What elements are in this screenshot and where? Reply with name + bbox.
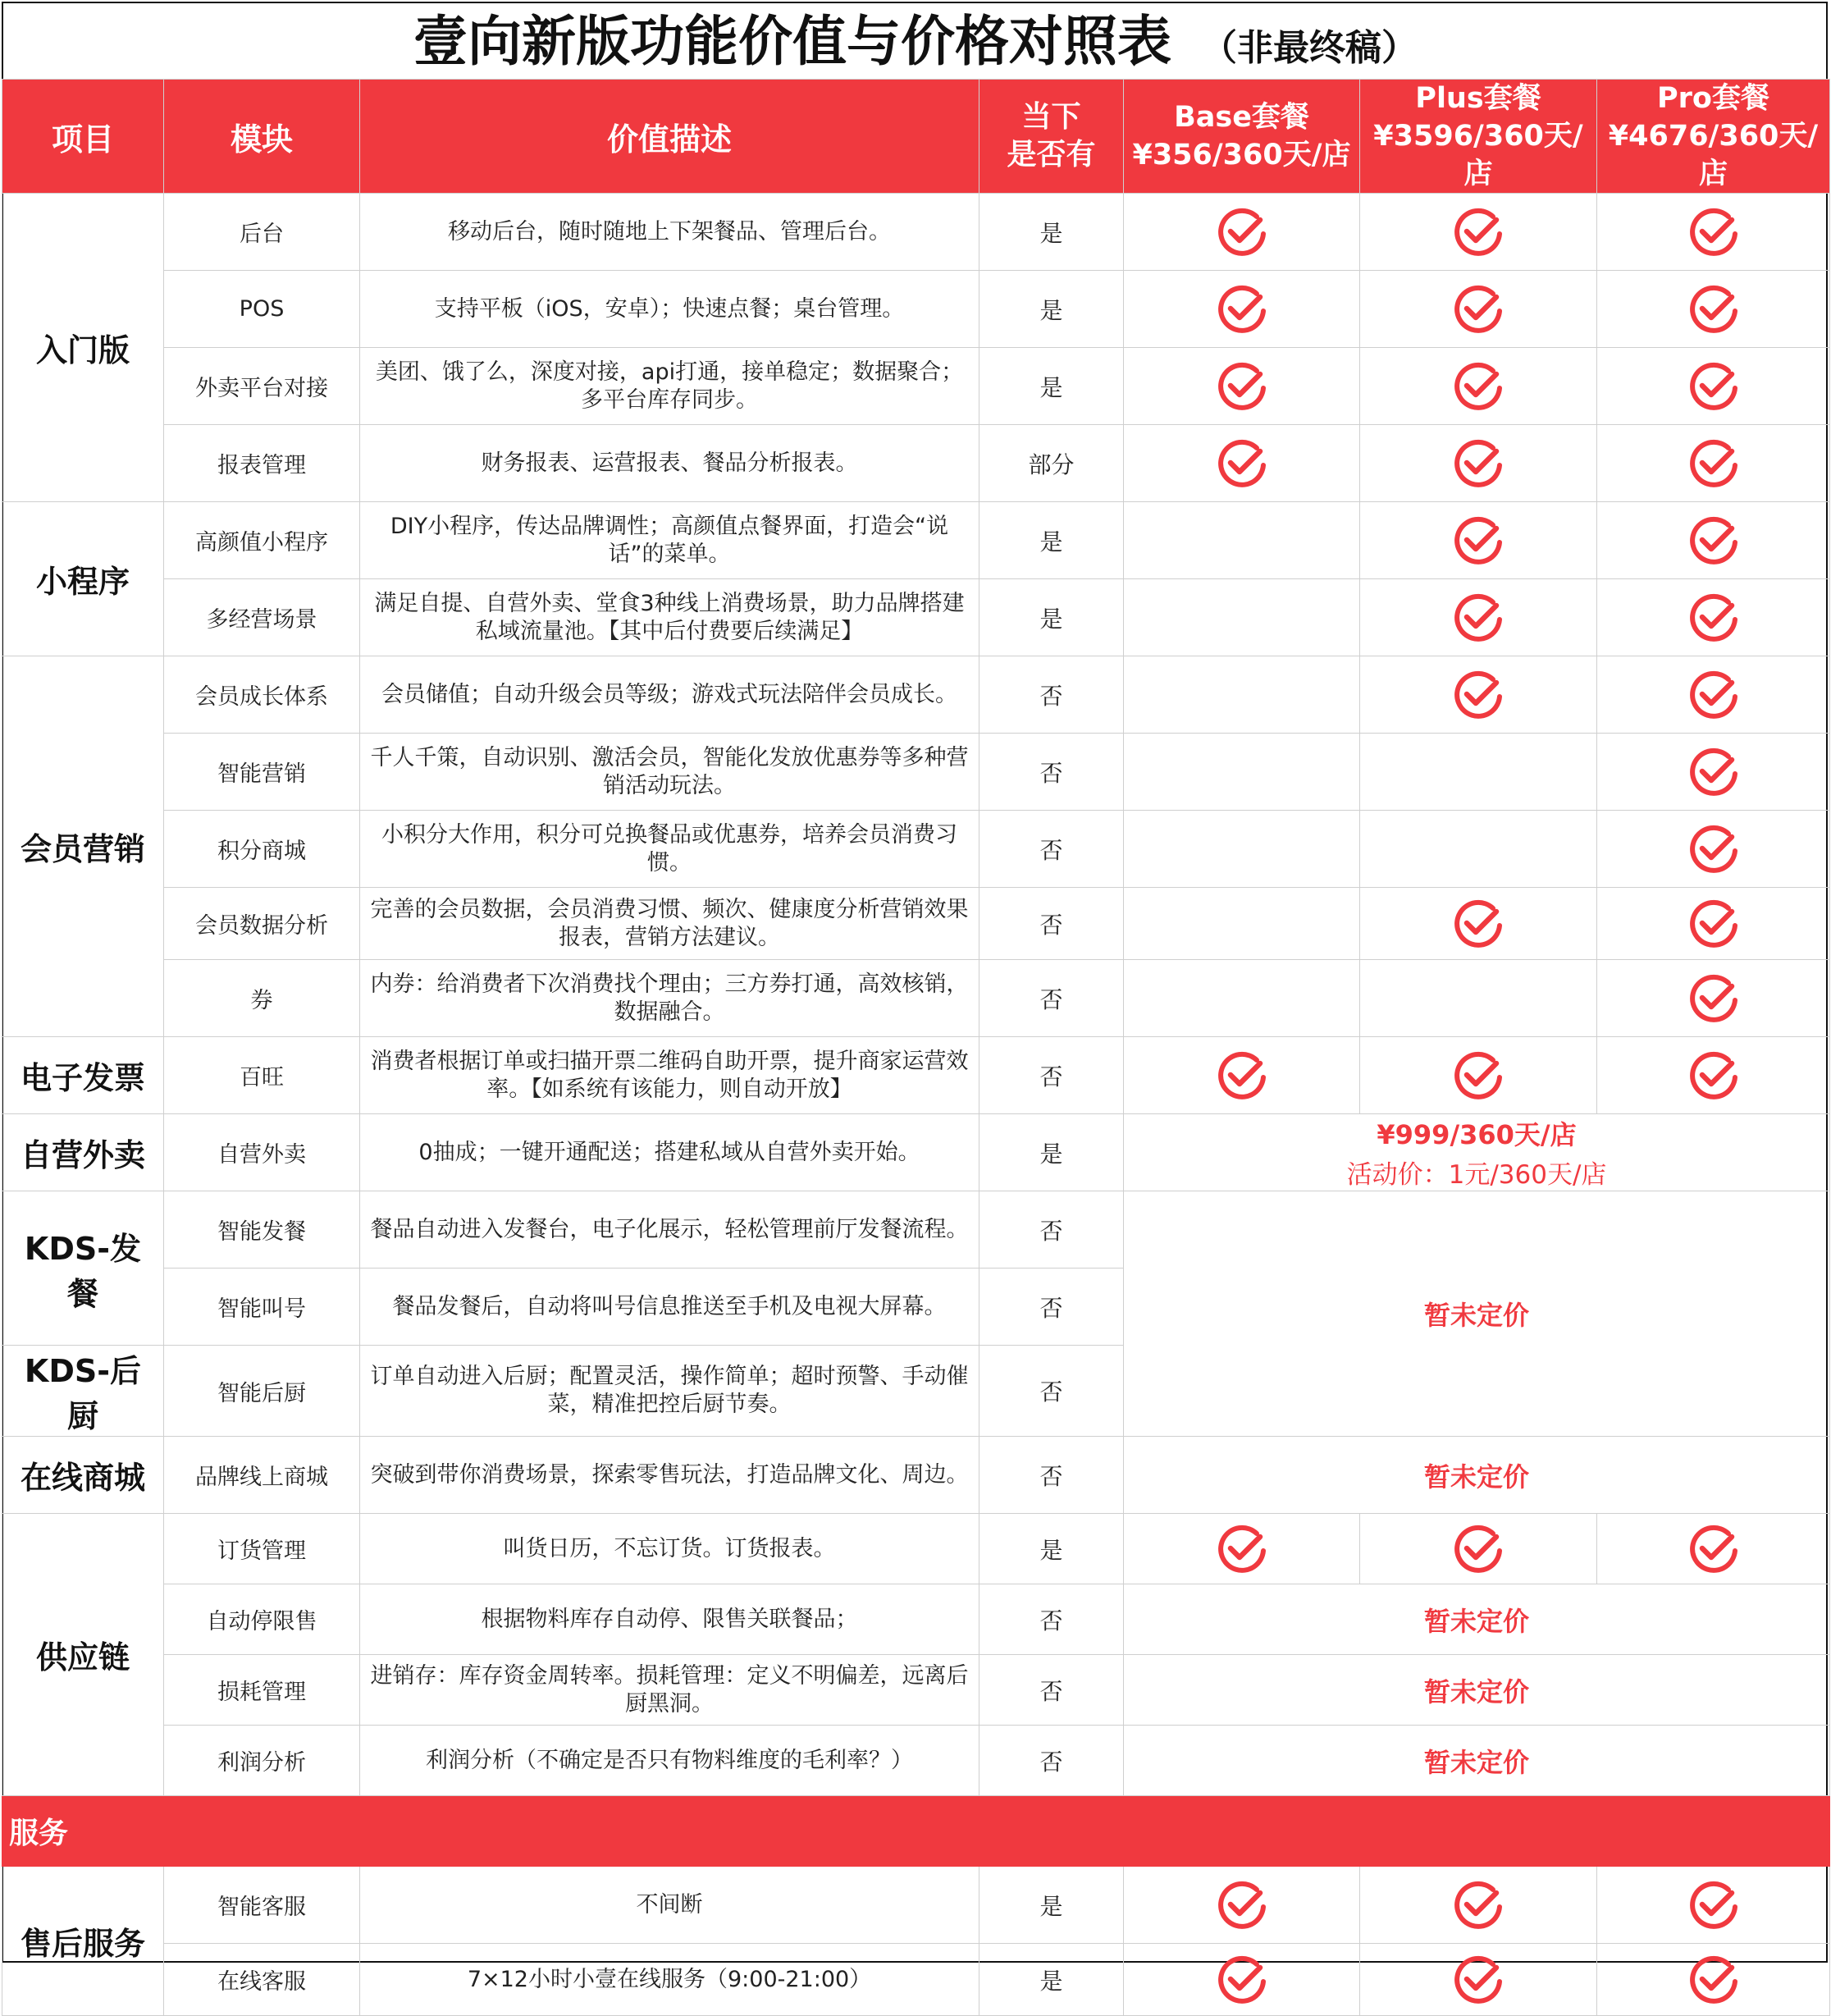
- pro-cell: [1597, 734, 1830, 811]
- pending-price-cell: 暂未定价: [1124, 1437, 1830, 1514]
- header-plus: [1360, 80, 1597, 194]
- check-circle-icon: [1687, 915, 1740, 930]
- check-circle-icon: [1452, 532, 1505, 547]
- base-cell: [1124, 348, 1360, 425]
- desc-cell: 消费者根据订单或扫描开票二维码自助开票，提升商家运营效率。【如系统有该能力，则自动开放】: [360, 1037, 979, 1114]
- pro-price: ¥4676/360天/店: [1608, 120, 1819, 190]
- module-cell: 订货管理: [164, 1514, 360, 1584]
- plus-name: Plus套餐: [1415, 82, 1541, 115]
- has-cell: 否: [979, 1437, 1124, 1514]
- check-circle-icon: [1452, 609, 1505, 624]
- has-cell: 否: [979, 1037, 1124, 1114]
- check-circle-icon: [1687, 377, 1740, 393]
- check-circle-icon: [1687, 609, 1740, 624]
- module-cell: 后台: [164, 194, 360, 271]
- base-cell: [1124, 1867, 1360, 1944]
- module-cell: 高颜值小程序: [164, 502, 360, 579]
- desc-cell: 小积分大作用，积分可兑换餐品或优惠券，培养会员消费习惯。: [360, 811, 979, 888]
- desc-cell: 满足自提、自营外卖、堂食3种线上消费场景，助力品牌搭建私域流量池。【其中后付费要后续满足】: [360, 579, 979, 656]
- base-cell: [1124, 960, 1360, 1037]
- module-cell: 报表管理: [164, 425, 360, 502]
- module-cell: 智能营销: [164, 734, 360, 811]
- check-circle-icon: [1687, 990, 1740, 1005]
- check-circle-icon: [1216, 377, 1268, 393]
- desc-cell: 内券：给消费者下次消费找个理由；三方券打通，高效核销，数据融合。: [360, 960, 979, 1037]
- group-cell: 自营外卖: [2, 1114, 164, 1191]
- check-circle-icon: [1687, 686, 1740, 702]
- pro-cell: [1597, 194, 1830, 271]
- plus-cell: [1360, 888, 1597, 960]
- table-row: [2, 1726, 1830, 1796]
- pro-cell: [1597, 579, 1830, 656]
- table-row: [2, 811, 1830, 888]
- has-cell: 是: [979, 271, 1124, 348]
- desc-cell: 订单自动进入后厨；配置灵活，操作简单；超时预警、手动催菜，精准把控后厨节奏。: [360, 1346, 979, 1437]
- table-row: [2, 888, 1830, 960]
- base-name: Base套餐: [1174, 101, 1309, 134]
- plus-cell: [1360, 502, 1597, 579]
- base-cell: [1124, 734, 1360, 811]
- pro-cell: [1597, 960, 1830, 1037]
- check-circle-icon: [1452, 1971, 1505, 1986]
- module-cell: 智能客服: [164, 1867, 360, 1944]
- has-cell: 否: [979, 1269, 1124, 1346]
- pro-cell: [1597, 502, 1830, 579]
- desc-cell: 7×12小时小壹在线服务（9:00-21:00）: [360, 1944, 979, 2016]
- title-text: 壹向新版功能价值与价格对照表: [413, 10, 1171, 73]
- desc-cell: 不间断: [360, 1867, 979, 1944]
- desc-cell: 完善的会员数据，会员消费习惯、频次、健康度分析营销效果报表，营销方法建议。: [360, 888, 979, 960]
- header-has-line2: 是否有: [1007, 138, 1096, 171]
- pro-cell: [1597, 425, 1830, 502]
- table-row: [2, 271, 1830, 348]
- table-row: [2, 960, 1830, 1037]
- table-row: [2, 1191, 1830, 1269]
- has-cell: 否: [979, 1191, 1124, 1269]
- plus-cell: [1360, 348, 1597, 425]
- module-cell: 多经营场景: [164, 579, 360, 656]
- base-cell: [1124, 194, 1360, 271]
- desc-cell: 财务报表、运营报表、餐品分析报表。: [360, 425, 979, 502]
- check-circle-icon: [1687, 300, 1740, 316]
- plus-cell: [1360, 425, 1597, 502]
- pro-name: Pro套餐: [1657, 82, 1769, 115]
- module-cell: 积分商城: [164, 811, 360, 888]
- group-cell: 在线商城: [2, 1437, 164, 1514]
- plus-cell: [1360, 1514, 1597, 1584]
- check-circle-icon: [1452, 686, 1505, 702]
- check-circle-icon: [1216, 1067, 1268, 1082]
- table-row: [2, 502, 1830, 579]
- check-circle-icon: [1687, 223, 1740, 239]
- check-circle-icon: [1687, 1067, 1740, 1082]
- section-service-label: 服务: [2, 1796, 1830, 1867]
- check-circle-icon: [1687, 532, 1740, 547]
- module-cell: 智能发餐: [164, 1191, 360, 1269]
- module-cell: 利润分析: [164, 1726, 360, 1796]
- plus-cell: [1360, 271, 1597, 348]
- header-has: [979, 80, 1124, 194]
- has-cell: 否: [979, 1584, 1124, 1655]
- pro-cell: [1597, 656, 1830, 734]
- module-cell: 百旺: [164, 1037, 360, 1114]
- table-row: [2, 1584, 1830, 1655]
- pending-price-cell: 暂未定价: [1124, 1191, 1830, 1437]
- desc-cell: 利润分析（不确定是否只有物料维度的毛利率？）: [360, 1726, 979, 1796]
- base-cell: [1124, 579, 1360, 656]
- group-cell: 供应链: [2, 1514, 164, 1796]
- pro-cell: [1597, 811, 1830, 888]
- module-cell: 会员数据分析: [164, 888, 360, 960]
- base-cell: [1124, 811, 1360, 888]
- desc-cell: 美团、饿了么，深度对接，api打通，接单稳定；数据聚合；多平台库存同步。: [360, 348, 979, 425]
- table-row: [2, 1944, 1830, 2016]
- base-cell: [1124, 502, 1360, 579]
- header-pro: [1597, 80, 1830, 194]
- check-circle-icon: [1687, 455, 1740, 470]
- check-circle-icon: [1216, 1540, 1268, 1556]
- base-cell: [1124, 1514, 1360, 1584]
- check-circle-icon: [1452, 1540, 1505, 1556]
- group-cell: 小程序: [2, 502, 164, 656]
- has-cell: 是: [979, 348, 1124, 425]
- group-cell: KDS-后厨: [2, 1346, 164, 1437]
- desc-cell: 餐品自动进入发餐台，电子化展示，轻松管理前厅发餐流程。: [360, 1191, 979, 1269]
- comparison-table: [2, 79, 1830, 2016]
- pro-cell: [1597, 1867, 1830, 1944]
- check-circle-icon: [1452, 223, 1505, 239]
- table-row: [2, 656, 1830, 734]
- base-cell: [1124, 656, 1360, 734]
- waimai-price: ¥999/360天/店: [1377, 1119, 1577, 1150]
- table-row: [2, 734, 1830, 811]
- check-circle-icon: [1216, 300, 1268, 316]
- check-circle-icon: [1216, 223, 1268, 239]
- table-row: [2, 1114, 1830, 1191]
- base-cell: [1124, 271, 1360, 348]
- desc-cell: DIY小程序，传达品牌调性；高颜值点餐界面，打造会“说话”的菜单。: [360, 502, 979, 579]
- has-cell: 否: [979, 1655, 1124, 1726]
- check-circle-icon: [1687, 1971, 1740, 1986]
- check-circle-icon: [1687, 1896, 1740, 1912]
- table-row: [2, 1037, 1830, 1114]
- check-circle-icon: [1452, 915, 1505, 930]
- check-circle-icon: [1687, 1540, 1740, 1556]
- pending-price-cell: 暂未定价: [1124, 1655, 1830, 1726]
- table-row: [2, 579, 1830, 656]
- base-cell: [1124, 888, 1360, 960]
- module-cell: 外卖平台对接: [164, 348, 360, 425]
- table-row: [2, 194, 1830, 271]
- title-subtitle: （非最终稿）: [1201, 27, 1418, 69]
- has-cell: 否: [979, 1726, 1124, 1796]
- table-row: [2, 1655, 1830, 1726]
- has-cell: 是: [979, 1944, 1124, 2016]
- plus-cell: [1360, 960, 1597, 1037]
- pro-cell: [1597, 348, 1830, 425]
- desc-cell: 叫货日历，不忘订货。订货报表。: [360, 1514, 979, 1584]
- check-circle-icon: [1452, 300, 1505, 316]
- waimai-price-cell: [1124, 1114, 1830, 1191]
- desc-cell: 移动后台，随时随地上下架餐品、管理后台。: [360, 194, 979, 271]
- check-circle-icon: [1216, 1896, 1268, 1912]
- has-cell: 否: [979, 960, 1124, 1037]
- check-circle-icon: [1452, 377, 1505, 393]
- module-cell: 自营外卖: [164, 1114, 360, 1191]
- desc-cell: 0抽成；一键开通配送；搭建私域从自营外卖开始。: [360, 1114, 979, 1191]
- header-has-line1: 当下: [1021, 100, 1081, 134]
- pro-cell: [1597, 1514, 1830, 1584]
- pro-cell: [1597, 1037, 1830, 1114]
- has-cell: 是: [979, 502, 1124, 579]
- section-row: [2, 1796, 1830, 1867]
- desc-cell: 会员储值；自动升级会员等级；游戏式玩法陪伴会员成长。: [360, 656, 979, 734]
- module-cell: 品牌线上商城: [164, 1437, 360, 1514]
- table-row: [2, 1514, 1830, 1584]
- module-cell: 会员成长体系: [164, 656, 360, 734]
- group-cell: 会员营销: [2, 656, 164, 1037]
- group-cell: 入门版: [2, 194, 164, 502]
- plus-cell: [1360, 1867, 1597, 1944]
- desc-cell: 突破到带你消费场景，探索零售玩法，打造品牌文化、周边。: [360, 1437, 979, 1514]
- module-cell: 券: [164, 960, 360, 1037]
- pro-cell: [1597, 271, 1830, 348]
- check-circle-icon: [1687, 840, 1740, 856]
- header-item: 项目: [2, 80, 164, 194]
- header-desc: 价值描述: [360, 80, 979, 194]
- header-row: [2, 80, 1830, 194]
- base-cell: [1124, 425, 1360, 502]
- base-price: ¥356/360天/店: [1132, 139, 1351, 171]
- table-row: [2, 1437, 1830, 1514]
- plus-cell: [1360, 811, 1597, 888]
- module-cell: 智能后厨: [164, 1346, 360, 1437]
- has-cell: 否: [979, 888, 1124, 960]
- pro-cell: [1597, 888, 1830, 960]
- table-row: [2, 348, 1830, 425]
- table-row: [2, 1867, 1830, 1944]
- check-circle-icon: [1452, 1067, 1505, 1082]
- pending-price-cell: 暂未定价: [1124, 1726, 1830, 1796]
- desc-cell: 支持平板（iOS，安卓）；快速点餐；桌台管理。: [360, 271, 979, 348]
- plus-price: ¥3596/360天/店: [1373, 120, 1583, 190]
- check-circle-icon: [1687, 763, 1740, 779]
- waimai-promo: 活动价：1元/360天/店: [1346, 1160, 1607, 1190]
- page-title: [0, 3, 1831, 80]
- module-cell: 损耗管理: [164, 1655, 360, 1726]
- group-cell: KDS-发餐: [2, 1191, 164, 1346]
- module-cell: 自动停限售: [164, 1584, 360, 1655]
- pending-price-cell: 暂未定价: [1124, 1584, 1830, 1655]
- module-cell: POS: [164, 271, 360, 348]
- check-circle-icon: [1452, 1896, 1505, 1912]
- desc-cell: 千人千策，自动识别、激活会员，智能化发放优惠券等多种营销活动玩法。: [360, 734, 979, 811]
- has-cell: 否: [979, 811, 1124, 888]
- module-cell: 在线客服: [164, 1944, 360, 2016]
- check-circle-icon: [1216, 1971, 1268, 1986]
- header-module: 模块: [164, 80, 360, 194]
- group-cell: 售后服务: [2, 1867, 164, 2016]
- has-cell: 是: [979, 579, 1124, 656]
- has-cell: 是: [979, 1514, 1124, 1584]
- plus-cell: [1360, 579, 1597, 656]
- pro-cell: [1597, 1944, 1830, 2016]
- base-cell: [1124, 1037, 1360, 1114]
- module-cell: 智能叫号: [164, 1269, 360, 1346]
- group-cell: 电子发票: [2, 1037, 164, 1114]
- check-circle-icon: [1216, 455, 1268, 470]
- header-base: [1124, 80, 1360, 194]
- desc-cell: 餐品发餐后，自动将叫号信息推送至手机及电视大屏幕。: [360, 1269, 979, 1346]
- plus-cell: [1360, 1037, 1597, 1114]
- has-cell: 是: [979, 1114, 1124, 1191]
- plus-cell: [1360, 734, 1597, 811]
- desc-cell: 根据物料库存自动停、限售关联餐品；: [360, 1584, 979, 1655]
- has-cell: 否: [979, 1346, 1124, 1437]
- has-cell: 否: [979, 734, 1124, 811]
- has-cell: 否: [979, 656, 1124, 734]
- table-row: [2, 425, 1830, 502]
- has-cell: 是: [979, 1867, 1124, 1944]
- check-circle-icon: [1452, 455, 1505, 470]
- plus-cell: [1360, 194, 1597, 271]
- plus-cell: [1360, 656, 1597, 734]
- has-cell: 部分: [979, 425, 1124, 502]
- plus-cell: [1360, 1944, 1597, 2016]
- desc-cell: 进销存：库存资金周转率。损耗管理：定义不明偏差，远离后厨黑洞。: [360, 1655, 979, 1726]
- base-cell: [1124, 1944, 1360, 2016]
- has-cell: 是: [979, 194, 1124, 271]
